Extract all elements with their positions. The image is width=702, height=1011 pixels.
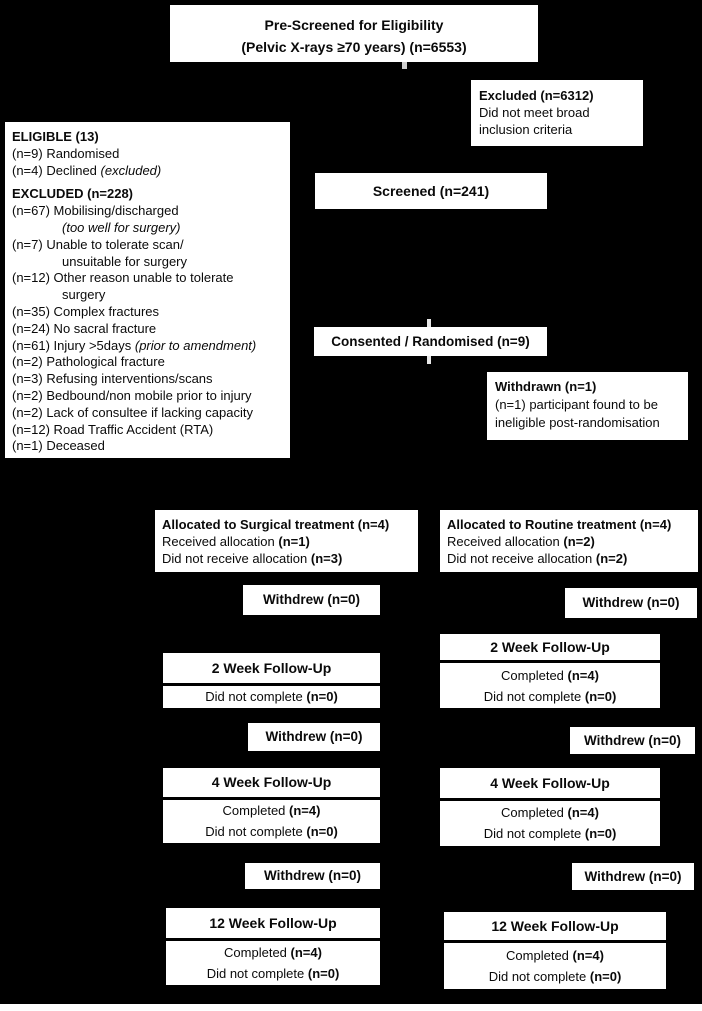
eligible-line — [12, 163, 286, 180]
n-value: (n=3) — [310, 551, 343, 567]
surgical-12wk-followup-body — [166, 941, 380, 985]
did-not-complete-line — [444, 966, 666, 987]
surgical-allocation-box — [155, 510, 418, 572]
did-not-complete-line — [166, 963, 380, 984]
excluded-line: (n=1) Deceased — [12, 438, 105, 454]
n-value: (n=4) — [567, 805, 599, 820]
routine-withdrew-2wk-box: Withdrew (n=0) — [565, 588, 697, 618]
line-italic-text: (prior to amendment) — [134, 337, 257, 353]
did-not-complete-line — [163, 686, 380, 708]
line-text: (n=4) Declined — [12, 162, 101, 178]
line-text: Did not receive allocation — [447, 551, 596, 567]
line-text: Received allocation — [162, 534, 279, 550]
excluded-line: (n=67) Mobilising/discharged — [12, 203, 179, 219]
not-received-line — [162, 550, 411, 567]
pre-screened-box — [170, 5, 538, 62]
arrow-remnant — [427, 356, 431, 364]
spacer — [12, 179, 286, 186]
line-text: Did not complete — [206, 966, 308, 981]
allocation-title: Allocated to Routine treatment (n=4) — [447, 517, 672, 532]
excluded-line: (n=12) Other reason unable to tolerate — [12, 270, 234, 286]
n-value: (n=0) — [584, 826, 617, 841]
page-edge-strip — [0, 1004, 702, 1011]
arrow-remnant — [402, 62, 407, 69]
line-text: Did not complete — [483, 826, 585, 841]
excluded-title: Excluded (n=6312) — [479, 88, 594, 103]
did-not-complete-line — [440, 823, 660, 844]
n-value: (n=0) — [584, 689, 617, 704]
excluded-line — [12, 338, 286, 355]
line-text: Did not complete — [483, 689, 585, 704]
excluded-box — [471, 80, 643, 146]
surgical-2wk-followup-body — [163, 686, 380, 708]
completed-line — [163, 800, 380, 821]
completed-line — [444, 945, 666, 966]
line-text: Completed — [501, 668, 568, 683]
n-value: (n=4) — [290, 945, 322, 960]
excluded-line: (n=2) Lack of consultee if lacking capacity — [12, 404, 253, 420]
n-value: (n=0) — [306, 689, 338, 704]
withdrawn-box — [487, 372, 688, 440]
excluded-line: surgery — [62, 287, 106, 303]
line-italic-text: (excluded) — [100, 162, 162, 178]
n-value: (n=2) — [595, 551, 628, 567]
n-value: (n=2) — [563, 534, 595, 550]
line-text: Did not receive allocation — [162, 551, 311, 567]
completed-line — [166, 942, 380, 963]
consented-randomised-box: Consented / Randomised (n=9) — [314, 327, 547, 356]
routine-withdrew-12wk-box: Withdrew (n=0) — [572, 863, 694, 890]
routine-4wk-followup-body — [440, 801, 660, 846]
withdrawn-title: Withdrawn (n=1) — [495, 379, 597, 394]
excluded-line: (n=3) Refusing interventions/scans — [12, 371, 213, 387]
excluded-line: (n=2) Pathological fracture — [12, 354, 165, 370]
surgical-4wk-followup-header: 4 Week Follow-Up — [163, 768, 380, 797]
received-line — [447, 533, 691, 550]
line-text: Did not complete — [205, 824, 307, 839]
excluded-line: (n=2) Bedbound/non mobile prior to injury — [12, 387, 252, 403]
excluded-line: unsuitable for surgery — [62, 253, 188, 269]
routine-12wk-followup-body — [444, 943, 666, 989]
n-value: (n=1) — [278, 534, 310, 550]
line-text: (n=61) Injury >5days — [12, 337, 135, 353]
surgical-withdrew-2wk-box: Withdrew (n=0) — [243, 585, 380, 615]
surgical-12wk-followup-header: 12 Week Follow-Up — [166, 908, 380, 938]
received-line — [162, 533, 411, 550]
n-value: (n=4) — [567, 668, 599, 683]
line-text: Completed — [222, 803, 290, 818]
routine-12wk-followup-header: 12 Week Follow-Up — [444, 912, 666, 940]
eligible-line: (n=9) Randomised — [12, 145, 120, 161]
allocation-title: Allocated to Surgical treatment (n=4) — [162, 517, 390, 532]
did-not-complete-line — [163, 821, 380, 842]
completed-line — [440, 802, 660, 823]
pre-screened-title: Pre-Screened for Eligibility — [264, 17, 444, 33]
pre-screened-subtitle: (Pelvic X-rays ≥70 years) (n=6553) — [241, 39, 467, 55]
excluded-line: (n=12) Road Traffic Accident (RTA) — [12, 421, 214, 437]
surgical-4wk-followup-body — [163, 800, 380, 843]
eligibility-detail-box — [5, 122, 290, 458]
surgical-2wk-followup-header: 2 Week Follow-Up — [163, 653, 380, 683]
n-value: (n=0) — [306, 824, 338, 839]
n-value: (n=0) — [307, 966, 340, 981]
excluded-detail-title: EXCLUDED (n=228) — [12, 186, 133, 202]
line-text: Completed — [506, 948, 573, 963]
routine-2wk-followup-header: 2 Week Follow-Up — [440, 634, 660, 660]
not-received-line — [447, 550, 691, 567]
line-text: Did not complete — [488, 969, 590, 984]
arrow-remnant — [427, 319, 431, 327]
n-value: (n=4) — [289, 803, 321, 818]
eligible-title: ELIGIBLE (13) — [12, 129, 99, 144]
surgical-withdrew-12wk-box: Withdrew (n=0) — [245, 863, 380, 889]
completed-line — [440, 665, 660, 686]
excluded-body: Did not meet broad inclusion criteria — [479, 105, 590, 137]
routine-2wk-followup-body — [440, 663, 660, 708]
excluded-line: (n=7) Unable to tolerate scan/ — [12, 236, 184, 252]
line-text: Completed — [501, 805, 568, 820]
line-text: Received allocation — [447, 534, 564, 550]
screened-box: Screened (n=241) — [315, 173, 547, 209]
routine-withdrew-4wk-box: Withdrew (n=0) — [570, 727, 695, 754]
routine-4wk-followup-header: 4 Week Follow-Up — [440, 768, 660, 798]
routine-allocation-box — [440, 510, 698, 572]
withdrawn-body: (n=1) participant found to be ineligible post-randomisation — [495, 397, 660, 430]
line-text: Did not complete — [205, 689, 307, 704]
excluded-line: (n=35) Complex fractures — [12, 303, 160, 319]
excluded-line: (n=24) No sacral fracture — [12, 320, 157, 336]
n-value: (n=4) — [572, 948, 604, 963]
surgical-withdrew-4wk-box: Withdrew (n=0) — [248, 723, 380, 751]
line-text: Completed — [224, 945, 291, 960]
n-value: (n=0) — [589, 969, 622, 984]
excluded-line: (too well for surgery) — [62, 219, 181, 235]
did-not-complete-line — [440, 686, 660, 707]
